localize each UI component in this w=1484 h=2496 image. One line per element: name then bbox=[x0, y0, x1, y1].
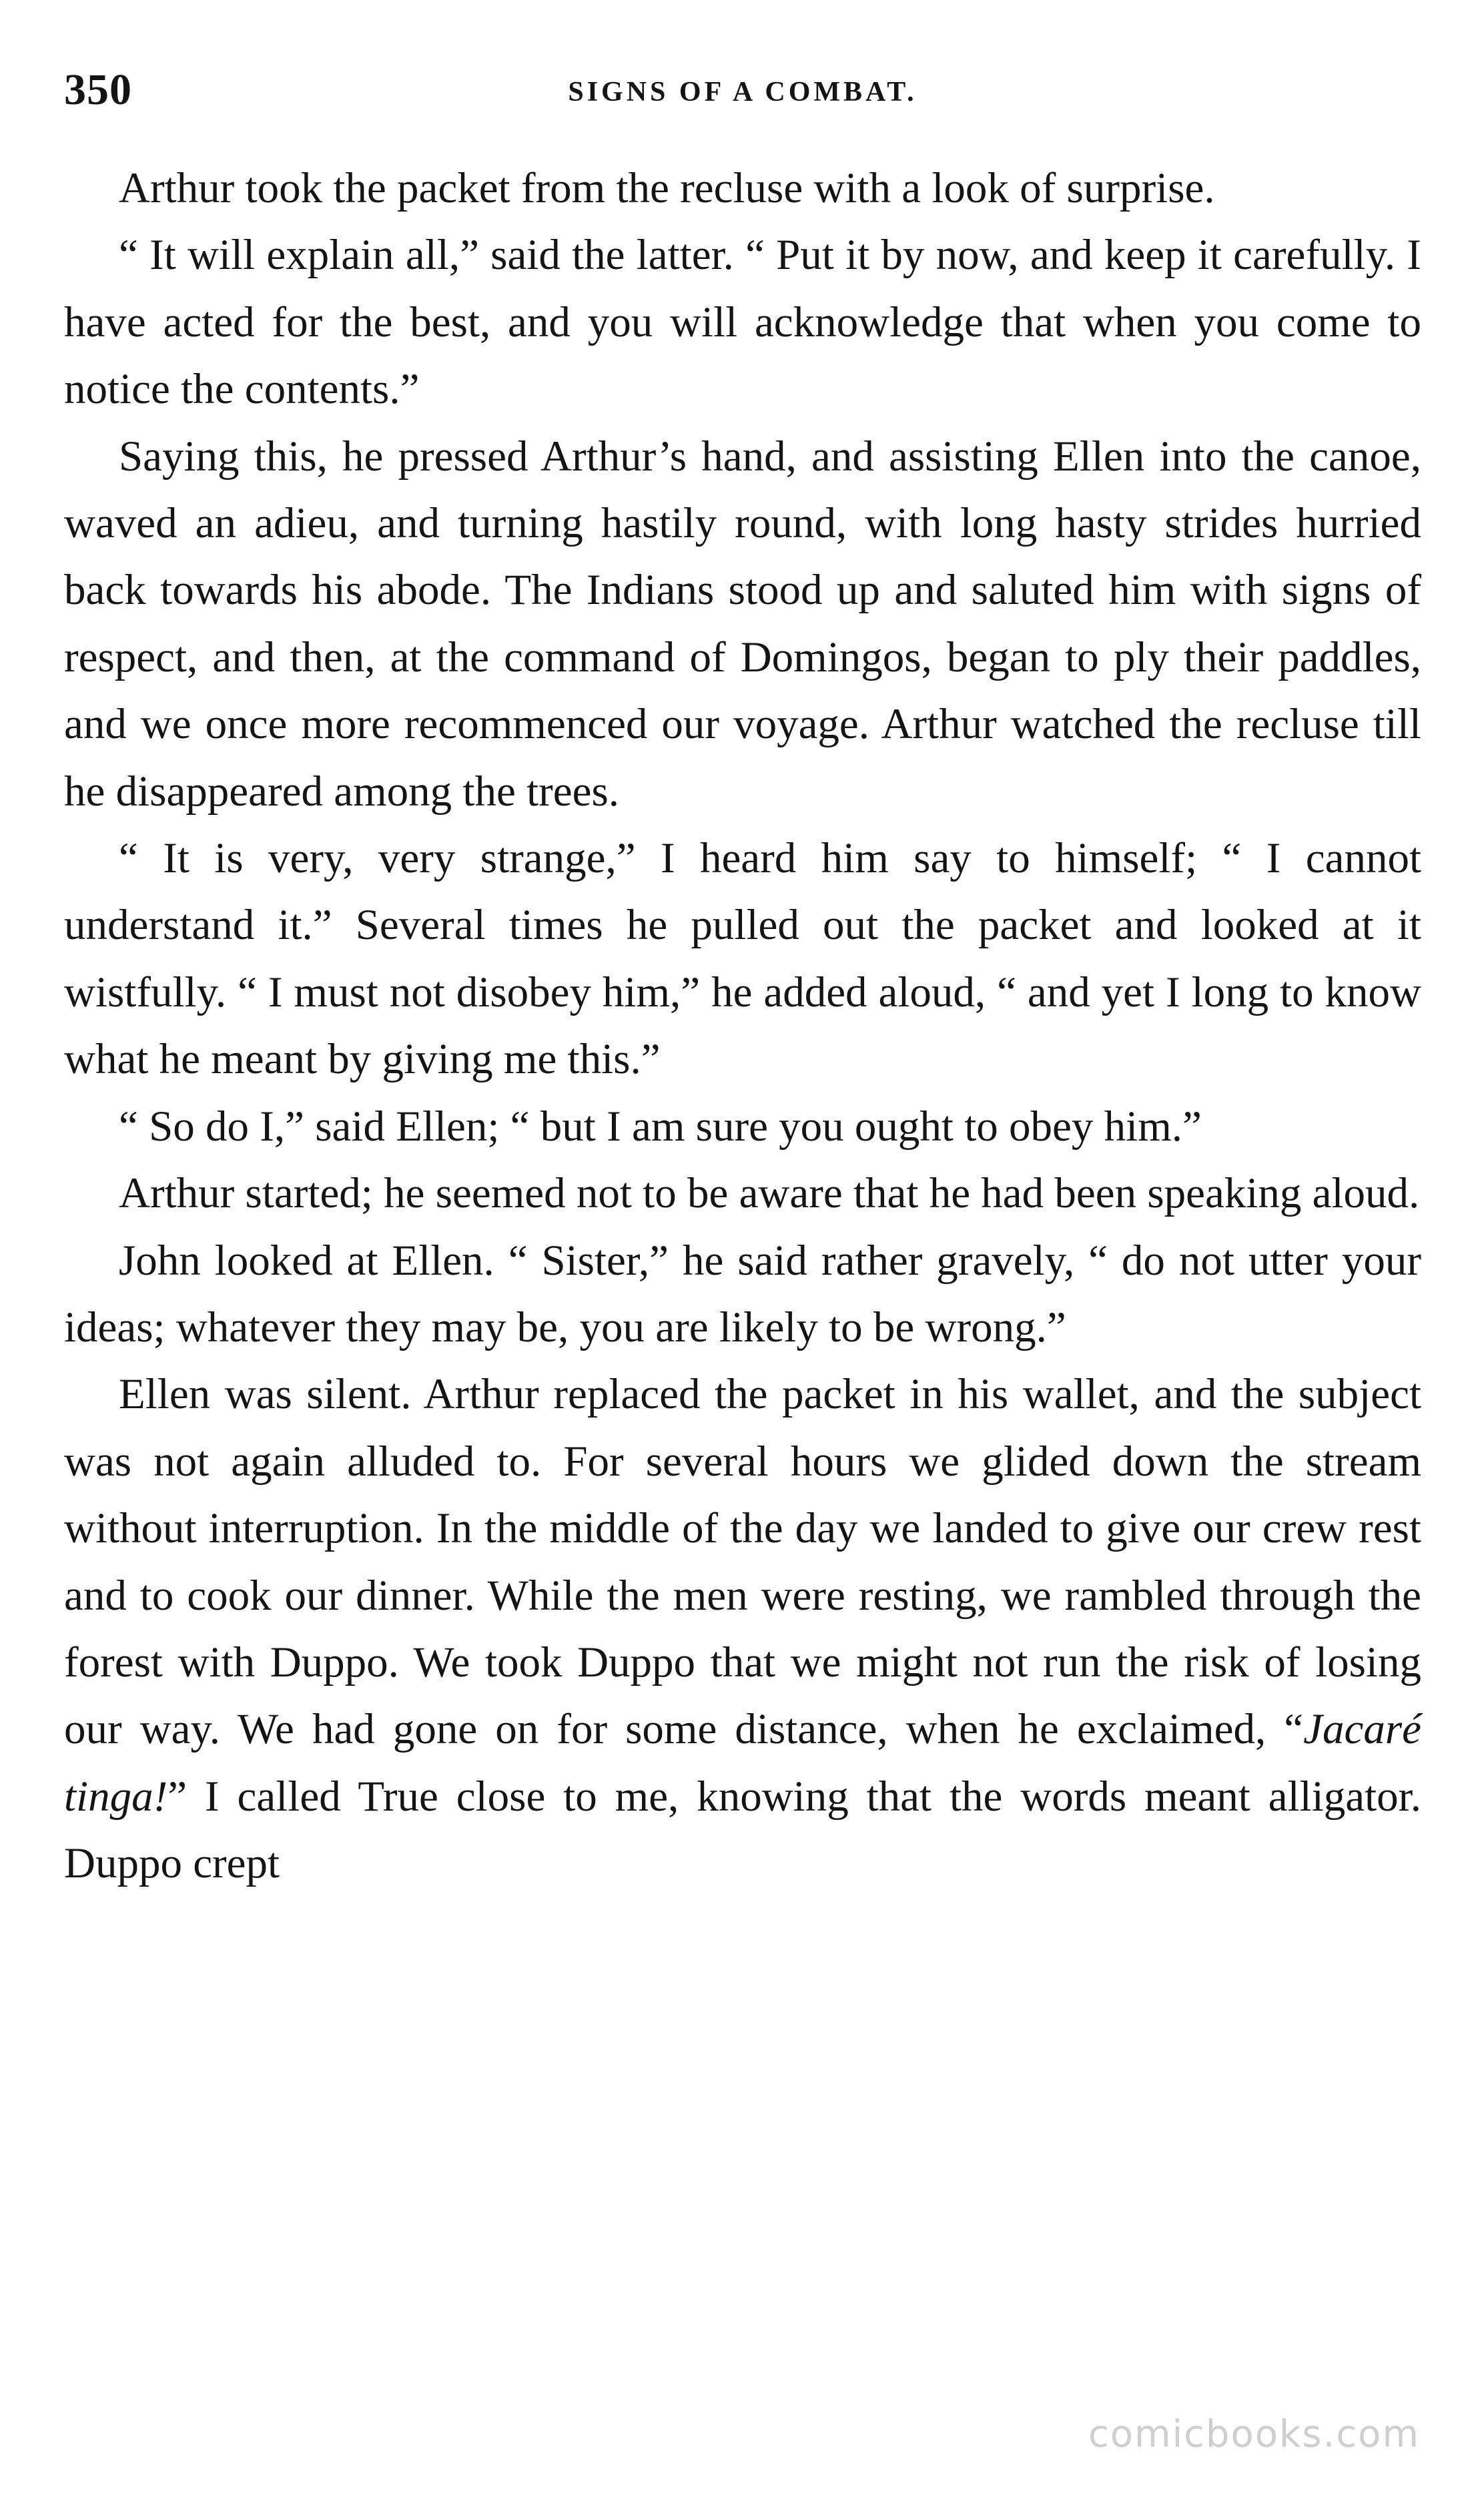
paragraph: Arthur took the packet from the recluse with a look of surprise. bbox=[119, 164, 1215, 212]
paragraph-text-continued: ” I called True close to me, knowing that the words meant alligator. Duppo crept bbox=[64, 1772, 1421, 1888]
paragraph: “ So do I,” said Ellen; “ but I am sure you ought to obey him.” bbox=[119, 1102, 1202, 1151]
paragraph: Saying this, he pressed Arthur’s hand, and assisting Ellen into the canoe, waved an adieu, and turning hastily round, with long hasty strides hurried back towards his abode. The Indians stood up and saluted him with signs of respect, and then, at the command of Domingos, began to ply their paddles, and we once more recommenced our voyage. Arthur watched the recluse till he disappeared among the trees. bbox=[64, 432, 1421, 816]
watermark: comicbooks.com bbox=[1088, 2413, 1420, 2456]
italic-phrase: Jacaré tinga! bbox=[64, 1705, 1421, 1821]
page-header bbox=[64, 63, 1421, 117]
body-text bbox=[64, 155, 1421, 1897]
paragraph: “ It will explain all,” said the latter. “ Put it by now, and keep it carefully. I have acted for the best, and you will acknowledge that when you come to notice the contents.” bbox=[64, 231, 1421, 414]
paragraph: Arthur started; he seemed not to be aware that he had been speaking aloud. bbox=[119, 1169, 1420, 1218]
paragraph: “ It is very, very strange,” I heard him say to himself; “ I cannot understand it.” Several times he pulled out the packet and looked at it wistfully. “ I must not disobey him,” he added aloud, “ and yet I long to know what he meant by giving me this.” bbox=[64, 834, 1421, 1084]
paragraph-text: Ellen was silent. Arthur replaced the packet in his wallet, and the subject was not again alluded to. For several hours we glided down the stream without interruption. In the middle of the day we landed to give our crew rest and to cook our dinner. While the men were resting, we rambled through the forest with Duppo. We took Duppo that we might not run the risk of losing our way. We had gone on for some distance, when he exclaimed, “ bbox=[64, 1370, 1421, 1754]
page-number: 350 bbox=[64, 65, 132, 114]
paragraph-last bbox=[64, 1361, 1421, 1897]
paragraph: John looked at Ellen. “ Sister,” he said rather gravely, “ do not utter your ideas; whatever they may be, you are likely to be wrong.” bbox=[64, 1236, 1421, 1351]
running-head: SIGNS OF A COMBAT. bbox=[568, 77, 917, 107]
